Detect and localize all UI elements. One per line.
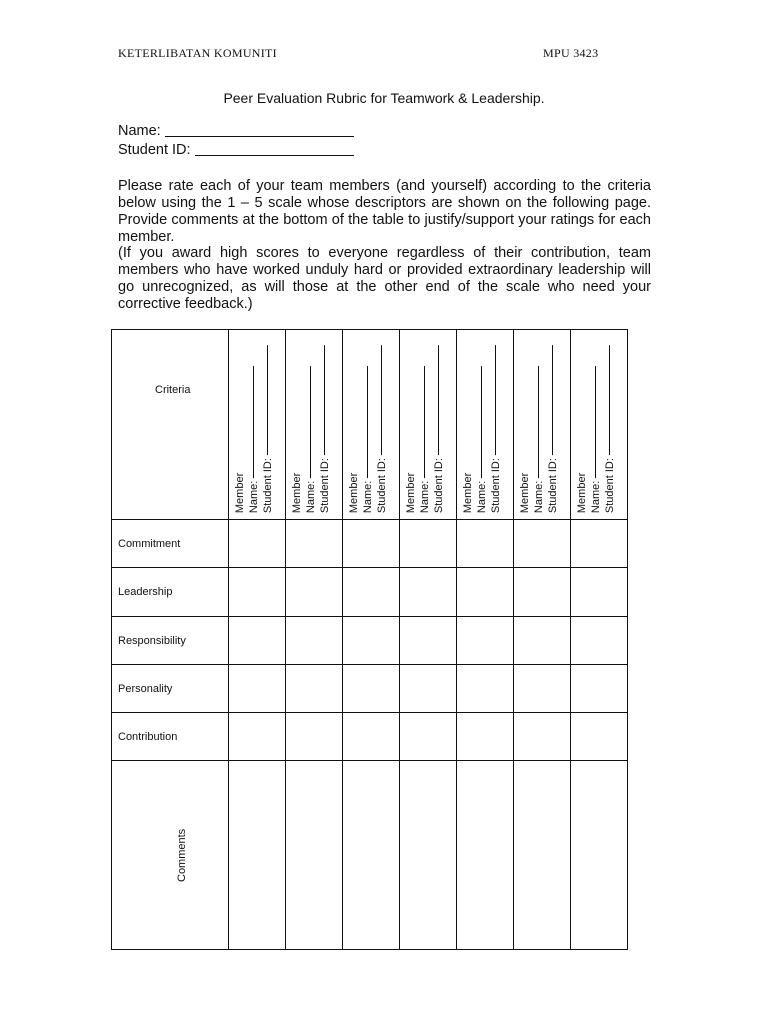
comment-cell[interactable] xyxy=(343,761,400,950)
rating-cell[interactable] xyxy=(514,617,571,665)
comment-cell[interactable] xyxy=(571,761,628,950)
comment-cell[interactable] xyxy=(286,761,343,950)
rating-cell[interactable] xyxy=(400,520,457,568)
rating-cell[interactable] xyxy=(229,617,286,665)
peer-evaluation-table xyxy=(111,329,628,950)
member-column-3[interactable] xyxy=(343,330,400,520)
member-label: Member xyxy=(576,472,588,513)
member-name-label: Name: xyxy=(533,480,545,513)
member-student-id-blank[interactable] xyxy=(439,345,440,455)
rating-cell[interactable] xyxy=(457,617,514,665)
member-student-id-label: Student ID: xyxy=(376,457,388,513)
comment-cell[interactable] xyxy=(514,761,571,950)
member-label: Member xyxy=(348,472,360,513)
criteria-label: Leadership xyxy=(112,568,229,617)
member-name-blank[interactable] xyxy=(254,366,255,478)
criteria-row-leadership xyxy=(112,568,628,617)
rating-cell[interactable] xyxy=(514,520,571,568)
member-label: Member xyxy=(519,472,531,513)
rating-cell[interactable] xyxy=(229,520,286,568)
rating-cell[interactable] xyxy=(286,617,343,665)
member-name-blank[interactable] xyxy=(425,366,426,478)
document-title: Peer Evaluation Rubric for Teamwork & Leadership. xyxy=(223,90,545,106)
comments-label: Comments xyxy=(176,828,188,883)
member-name-blank[interactable] xyxy=(311,366,312,478)
member-header-2 xyxy=(290,345,332,513)
member-student-id-label: Student ID: xyxy=(262,457,274,513)
member-column-7[interactable] xyxy=(571,330,628,520)
rating-cell[interactable] xyxy=(457,713,514,761)
member-column-1[interactable] xyxy=(229,330,286,520)
name-label: Name: xyxy=(118,123,161,139)
rating-cell[interactable] xyxy=(514,568,571,617)
member-name-label: Name: xyxy=(248,480,260,513)
member-column-4[interactable] xyxy=(400,330,457,520)
criteria-header xyxy=(112,330,229,520)
member-name-label: Name: xyxy=(476,480,488,513)
rating-cell[interactable] xyxy=(229,665,286,713)
rating-cell[interactable] xyxy=(400,568,457,617)
member-name-label: Name: xyxy=(305,480,317,513)
criteria-label: Responsibility xyxy=(112,617,229,665)
rating-cell[interactable] xyxy=(571,665,628,713)
member-label: Member xyxy=(234,472,246,513)
rating-cell[interactable] xyxy=(343,665,400,713)
member-student-id-label: Student ID: xyxy=(490,457,502,513)
member-header-5 xyxy=(461,345,503,513)
rating-cell[interactable] xyxy=(457,568,514,617)
member-column-6[interactable] xyxy=(514,330,571,520)
criteria-row-responsibility xyxy=(112,617,628,665)
member-name-blank[interactable] xyxy=(482,366,483,478)
criteria-label: Contribution xyxy=(112,713,229,761)
member-name-blank[interactable] xyxy=(539,366,540,478)
rating-cell[interactable] xyxy=(343,568,400,617)
member-name-label: Name: xyxy=(362,480,374,513)
rating-cell[interactable] xyxy=(286,520,343,568)
rating-cell[interactable] xyxy=(229,713,286,761)
comment-cell[interactable] xyxy=(229,761,286,950)
note-paragraph: (If you award high scores to everyone regardless of their contribution, team members who have worked unduly hard or provided extraordinary leadership will go unrecognized, as will those at the other end of the scale who need your corrective feedback.) xyxy=(118,245,651,312)
rating-cell[interactable] xyxy=(343,617,400,665)
member-name-blank[interactable] xyxy=(596,366,597,478)
member-header-1 xyxy=(233,345,275,513)
rating-cell[interactable] xyxy=(286,713,343,761)
rating-cell[interactable] xyxy=(343,520,400,568)
rating-cell[interactable] xyxy=(514,665,571,713)
member-label: Member xyxy=(405,472,417,513)
member-column-5[interactable] xyxy=(457,330,514,520)
rating-cell[interactable] xyxy=(286,665,343,713)
criteria-row-contribution xyxy=(112,713,628,761)
name-field[interactable] xyxy=(118,122,354,139)
member-student-id-blank[interactable] xyxy=(496,345,497,455)
member-student-id-blank[interactable] xyxy=(325,345,326,455)
member-student-id-blank[interactable] xyxy=(268,345,269,455)
member-name-label: Name: xyxy=(419,480,431,513)
member-label: Member xyxy=(462,472,474,513)
member-student-id-label: Student ID: xyxy=(547,457,559,513)
member-header-4 xyxy=(404,345,446,513)
criteria-label: Personality xyxy=(112,665,229,713)
course-name: KETERLIBATAN KOMUNITI xyxy=(118,46,277,60)
member-label: Member xyxy=(291,472,303,513)
rating-cell[interactable] xyxy=(229,568,286,617)
member-name-blank[interactable] xyxy=(368,366,369,478)
rating-cell[interactable] xyxy=(400,617,457,665)
rating-cell[interactable] xyxy=(571,617,628,665)
member-student-id-blank[interactable] xyxy=(382,345,383,455)
member-student-id-blank[interactable] xyxy=(553,345,554,455)
rating-cell[interactable] xyxy=(514,713,571,761)
criteria-header-label: Criteria xyxy=(155,383,191,396)
rating-cell[interactable] xyxy=(571,568,628,617)
criteria-row-commitment xyxy=(112,520,628,568)
member-header-3 xyxy=(347,345,389,513)
instructions-paragraph: Please rate each of your team members (and yourself) according to the criteria below using the 1 – 5 scale whose descriptors are shown on the following page. Provide comments at the bottom of the table to justify/support your ratings for each member. xyxy=(118,178,651,245)
member-student-id-blank[interactable] xyxy=(610,345,611,455)
rating-cell[interactable] xyxy=(400,665,457,713)
member-header-6 xyxy=(518,345,560,513)
comments-row xyxy=(112,761,628,950)
comment-cell[interactable] xyxy=(400,761,457,950)
student-id-field[interactable] xyxy=(118,141,354,158)
rating-cell[interactable] xyxy=(400,713,457,761)
header-row xyxy=(112,330,628,520)
student-id-blank-line[interactable] xyxy=(195,141,354,156)
member-name-label: Name: xyxy=(590,480,602,513)
course-code: MPU 3423 xyxy=(543,46,599,60)
comment-cell[interactable] xyxy=(457,761,514,950)
member-header-7 xyxy=(575,345,617,513)
name-blank-line[interactable] xyxy=(165,122,354,137)
member-student-id-label: Student ID: xyxy=(604,457,616,513)
criteria-row-personality xyxy=(112,665,628,713)
member-student-id-label: Student ID: xyxy=(433,457,445,513)
student-id-label: Student ID: xyxy=(118,142,191,158)
rating-cell[interactable] xyxy=(457,665,514,713)
criteria-label: Commitment xyxy=(112,520,229,568)
rating-cell[interactable] xyxy=(286,568,343,617)
rating-cell[interactable] xyxy=(457,520,514,568)
comments-header xyxy=(112,761,229,950)
rating-cell[interactable] xyxy=(343,713,400,761)
rating-cell[interactable] xyxy=(571,520,628,568)
member-student-id-label: Student ID: xyxy=(319,457,331,513)
rating-cell[interactable] xyxy=(571,713,628,761)
member-column-2[interactable] xyxy=(286,330,343,520)
